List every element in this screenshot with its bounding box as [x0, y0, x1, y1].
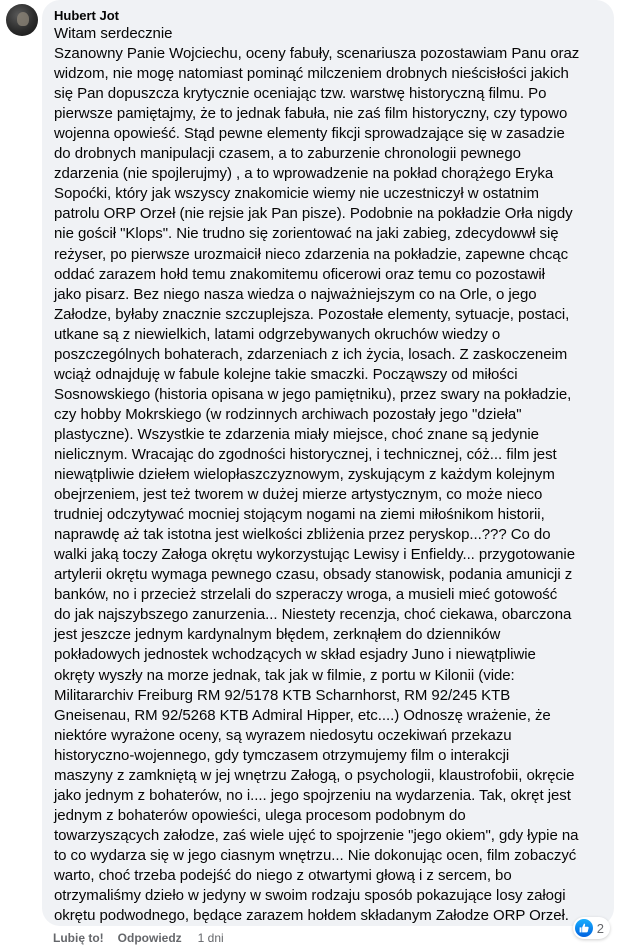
- reaction-summary[interactable]: [573, 917, 610, 939]
- comment-timestamp[interactable]: 1 dni: [197, 931, 224, 945]
- comment-bubble: [42, 0, 614, 926]
- author-avatar[interactable]: [6, 4, 38, 36]
- avatar-figure: [17, 12, 29, 26]
- thumbs-up-icon: [579, 923, 589, 933]
- reply-button[interactable]: Odpowiedz: [117, 931, 182, 945]
- like-button[interactable]: Lubię to!: [53, 931, 104, 945]
- comment-text: Witam serdecznie Szanowny Panie Wojciechu, oceny fabuły, scenariusza pozostawiam Panu oraz widzom, nie mogę natomiast pominąć milczeniem drobnych nieścisłości jakich się Pan dopuszcza krytycznie oceniając tzw. warstwę historyczną filmu. Po pierwsze pamiętajmy, że to jednak fabuła, nie zaś film historyczny, czy typowo wojenna opowieść. Stąd pewne elementy fikcji sprowadzające się w zasadzie do drobnych manipulacji czasem, a to zaburzenie chronologii pewnego zdarzenia (nie spojlerujmy) , a to wprowadzenie na pokład chorążego Eryka Sopoćki, który jak wszyscy znakomicie wiemy nie uczestniczył w ostatnim patrolu ORP Orzeł (nie rejsie jak Pan pisze). Podobnie na pokładzie Orła nigdy nie gościł "Klops". Nie trudno się zorientować na jaki zabieg, zdecydowwł się reżyser, po pierwsze urozmaicił nieco zdarzenia na pokładzie, zapewne chcąc oddać zarazem hołd temu znakomitemu oficerowi oraz temu co pozostawił jako pisarz. Bez niego nasza wiedza o najważniejszym co na Orle, o jego Załodze, byłaby znacznie szczuplejsza. Pozostałe elementy, sytuacje, postaci, utkane są z niewielkich, latami odgrzebywanych okruchów wiedzy o poszczególnych bohaterach, zdarzeniach z ich życia, losach. Z zaskoczeneim wciąż odnajduję w fabule kolejne takie smaczki. Począwszy od miłości Sosnowskiego (historia opisana w jego pamiętniku), przez swary na pokładzie, czy hobby Mokrskiego (w rodzinnych archiwach pozostały jego "dzieła" plastyczne). Wszystkie te zdarzenia miały miejsce, choć znane są jedynie nielicznym. Wracając do zgodności historycznej, i technicznej, cóż... film jest niewątpliwie dziełem wielopłaszczyznowym, zyskującym z każdym kolejnym obejrzeniem, jest też tworem w dużej mierze artystycznym, co może nieco trudniej odczytywać mocniej stojącym nogami na ziemi miłośnikom historii, naprawdę aż tak istotna jest wielkości zbliżenia przez peryskop...??? Co do walki jaką toczy Załoga okrętu wykorzystując Lewisy i Enfieldy... przygotowanie artylerii okrętu wymaga pewnego czasu, obsady stanowisk, podania amunicji z banków, no i przecież strzelali do szperaczy wroga, a musieli mieć gotowość do jak najszybszego zanurzenia... Niestety recenzja, choć ciekawa, obarczona jest jeszcze jednym kardynalnym błędem, zerknąłem do dzienników pokładowych jednostek wchodzących w skład esjadry Juno i niewątpliwie okręty wyszły na morze jednak, tak jak w filmie, z portu w Kilonii (vide: Militararchiv Freiburg RM 92/5178 KTB Scharnhorst, RM 92/245 KTB Gneisenau, RM 92/5268 KTB Admiral Hipper, etc....) Odnoszę wrażenie, że niektóre wyrażone oceny, są wyrazem niedosytu oczekiwań przekazu historyczno-wojennego, gdy tymczasem otrzymujemy film o interakcji maszyny z zamkniętą w jej wnętrzu Załogą, o psychologii, klaustrofobii, okręcie jako jednym z bohaterów, no i.... jego spojrzeniu na wydarzenia. Tak, okręt jest jednym z bohaterów opowieści, ulega procesom podobnym do towarzyszących załodze, zaś wiele ujęć to spojrzenie "jego okiem", gdy łypie na to co wydarza się w jego ciasnym wnętrzu... Nie dokonując ocen, film zobaczyć warto, choć trzeba podejść do niego z otwartymi głową i z sercem, bo otrzymaliśmy dzieło w jedyny w swoim rodzaju sposób pokazujące losy załogi okrętu podwodnego, będące zarazem hołdem składanym Załodze ORP Orzeł.: [54, 25, 580, 925]
- comment-actions: [53, 931, 224, 945]
- reaction-count: 2: [596, 920, 604, 936]
- comment-author[interactable]: Hubert Jot: [54, 8, 119, 23]
- like-icon: [575, 919, 593, 937]
